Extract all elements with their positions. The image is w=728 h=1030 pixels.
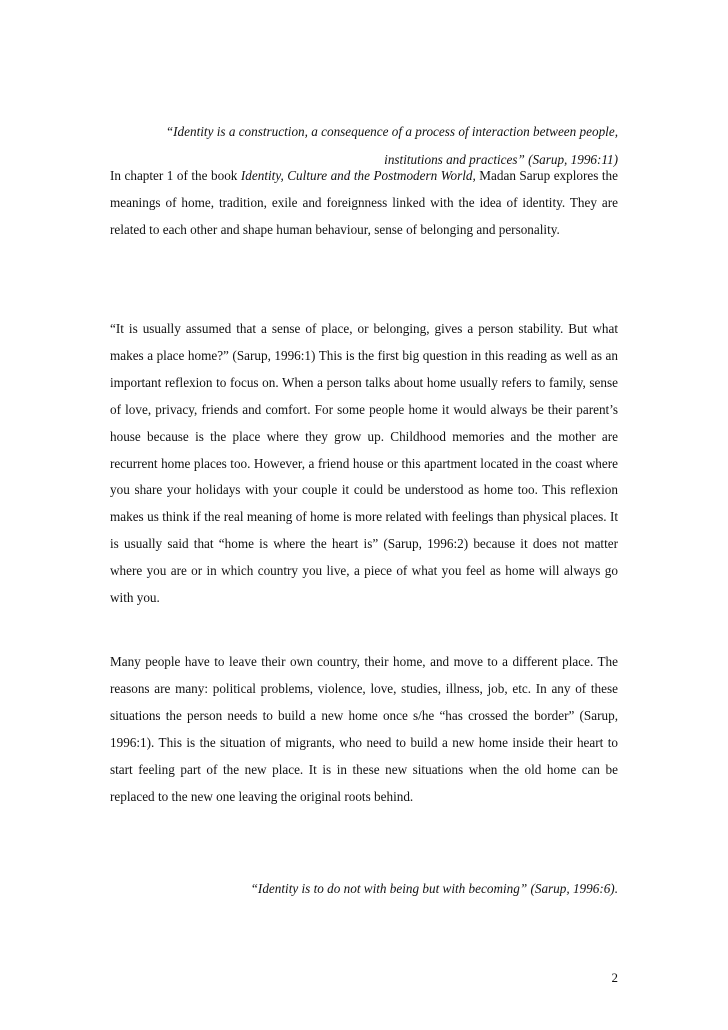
- paragraph-home: “It is usually assumed that a sense of place, or belonging, gives a person stability. But what makes a place home?” (Sarup, 1996:1) This is the first big question in this reading as well as an important reflexion to focus on. When a person talks about home usually refers to family, sense of love, privacy, friends and comfort. For some people home it would always be their parent’s house because is the place where they grow up. Childhood memories and the mother are recurrent home places too. However, a friend house or this apartment located in the coast where you share your holidays with your couple it could be understood as home too. This reflexion makes us think if the real meaning of home is more related with feelings than physical places. It is usually said that “home is where the heart is” (Sarup, 1996:2) because it does not matter where you are or in which country you live, a piece of what you feel as home will always go with you.: [110, 321, 618, 606]
- epigraph-line-2: institutions and practices” (Sarup, 1996:11): [384, 152, 618, 167]
- book-title: Identity, Culture and the Postmodern World,: [240, 168, 476, 183]
- paragraph-intro: [110, 163, 618, 244]
- page-number: 2: [611, 970, 618, 985]
- epigraph-line-1: “Identity is a construction, a consequence of a process of interaction between people,: [165, 124, 618, 139]
- paragraph-migration: Many people have to leave their own country, their home, and move to a different place. The reasons are many: political problems, violence, love, studies, illness, job, etc. In any of these situations the person needs to build a new home once s/he “has crossed the border” (Sarup, 1996:1). This is the situation of migrants, who need to build a new home inside their heart to start feeling part of the new place. It is in these new situations when the old home can be replaced to the new one leaving the original roots behind.: [110, 654, 618, 804]
- paragraph-intro-lead: In chapter 1 of the book: [110, 168, 241, 183]
- paragraph-intro-rest: Madan Sarup explores the meanings of home, tradition, exile and foreignness linked with the idea of identity. They are related to each other and shape human behaviour, sense of belonging and personality.: [110, 168, 618, 237]
- closing-quote: “Identity is to do not with being but with becoming” (Sarup, 1996:6).: [250, 881, 618, 896]
